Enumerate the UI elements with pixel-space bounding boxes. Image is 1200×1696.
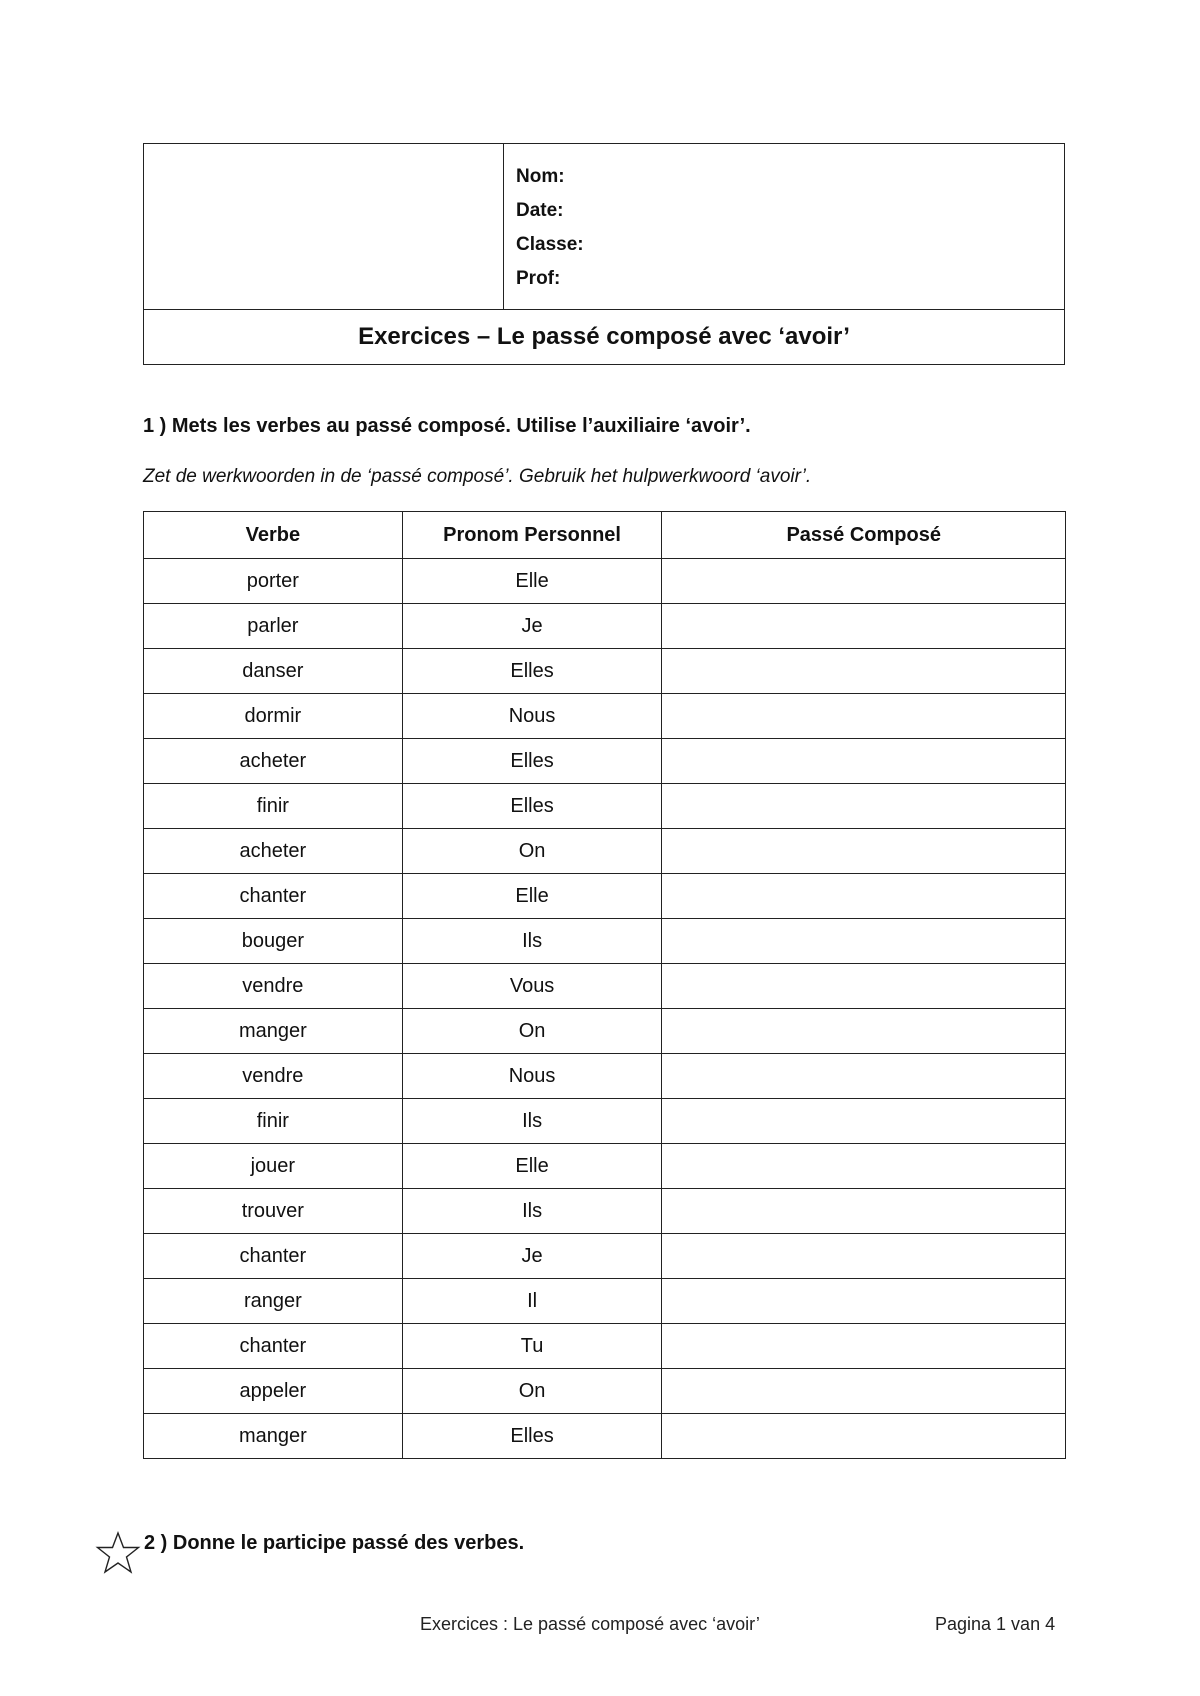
passe-compose-answer-cell[interactable] <box>662 694 1066 739</box>
pronom-cell: Il <box>402 1279 662 1324</box>
footer-document-title: Exercices : Le passé composé avec ‘avoir’ <box>420 1614 760 1634</box>
table-row <box>144 784 1066 829</box>
passe-compose-answer-cell[interactable] <box>662 874 1066 919</box>
passe-compose-answer-cell[interactable] <box>662 1099 1066 1144</box>
verbe-cell: manger <box>144 1414 403 1459</box>
verbe-cell: vendre <box>144 964 403 1009</box>
table-row <box>144 919 1066 964</box>
verbe-cell: chanter <box>144 1324 403 1369</box>
pronom-cell: Elle <box>402 559 662 604</box>
table-row <box>144 1234 1066 1279</box>
table-row <box>144 874 1066 919</box>
passe-compose-answer-cell[interactable] <box>662 1324 1066 1369</box>
worksheet-title: Exercices – Le passé composé avec ‘avoir’ <box>144 309 1064 364</box>
passe-compose-answer-cell[interactable] <box>662 829 1066 874</box>
pronom-cell: Tu <box>402 1324 662 1369</box>
passe-compose-answer-cell[interactable] <box>662 739 1066 784</box>
verbe-cell: acheter <box>144 739 403 784</box>
star-outline-icon <box>95 1530 141 1576</box>
field-nom: Nom: <box>516 166 565 187</box>
verbe-cell: chanter <box>144 874 403 919</box>
pronom-cell: On <box>402 829 662 874</box>
table-row <box>144 1189 1066 1234</box>
passe-compose-answer-cell[interactable] <box>662 604 1066 649</box>
passe-compose-answer-cell[interactable] <box>662 964 1066 1009</box>
verbe-cell: dormir <box>144 694 403 739</box>
verbe-cell: jouer <box>144 1144 403 1189</box>
pronom-cell: Vous <box>402 964 662 1009</box>
verbe-cell: chanter <box>144 1234 403 1279</box>
field-prof: Prof: <box>516 268 561 289</box>
passe-compose-answer-cell[interactable] <box>662 1054 1066 1099</box>
footer-page-number: Pagina 1 van 4 <box>935 1614 1056 1634</box>
verbe-cell: vendre <box>144 1054 403 1099</box>
pronom-cell: Ils <box>402 1189 662 1234</box>
passe-compose-answer-cell[interactable] <box>662 1144 1066 1189</box>
verbe-cell: finir <box>144 1099 403 1144</box>
passe-compose-answer-cell[interactable] <box>662 649 1066 694</box>
verbe-cell: danser <box>144 649 403 694</box>
verbe-cell: appeler <box>144 1369 403 1414</box>
passe-compose-answer-cell[interactable] <box>662 1234 1066 1279</box>
passe-compose-answer-cell[interactable] <box>662 1189 1066 1234</box>
field-date: Date: <box>516 200 564 221</box>
exercise-1-title: 1 ) Mets les verbes au passé composé. Utilise l’auxiliaire ‘avoir’. <box>143 415 751 437</box>
pronom-cell: Ils <box>402 1099 662 1144</box>
table-row <box>144 1054 1066 1099</box>
pronom-cell: Nous <box>402 694 662 739</box>
column-header-passe-compose: Passé Composé <box>662 512 1066 559</box>
pronom-cell: Elles <box>402 649 662 694</box>
pronom-cell: On <box>402 1369 662 1414</box>
column-header-verbe: Verbe <box>144 512 403 559</box>
table-row <box>144 964 1066 1009</box>
table-row <box>144 1324 1066 1369</box>
pronom-cell: Ils <box>402 919 662 964</box>
pronom-cell: Je <box>402 1234 662 1279</box>
passe-compose-answer-cell[interactable] <box>662 1279 1066 1324</box>
pronom-cell: Je <box>402 604 662 649</box>
verbe-cell: parler <box>144 604 403 649</box>
pronom-cell: Elles <box>402 739 662 784</box>
passe-compose-answer-cell[interactable] <box>662 1369 1066 1414</box>
verbe-cell: bouger <box>144 919 403 964</box>
verbe-cell: acheter <box>144 829 403 874</box>
table-header-row <box>144 512 1066 559</box>
exercise-1-subtitle: Zet de werkwoorden in de ‘passé composé’. Gebruik het hulpwerkwoord ‘avoir’. <box>143 466 812 487</box>
table-row <box>144 739 1066 784</box>
verb-table <box>143 511 1066 1459</box>
table-row <box>144 1369 1066 1414</box>
pronom-cell: Nous <box>402 1054 662 1099</box>
table-row <box>144 1144 1066 1189</box>
table-row <box>144 559 1066 604</box>
verbe-cell: porter <box>144 559 403 604</box>
header-box <box>143 143 1065 365</box>
verbe-cell: finir <box>144 784 403 829</box>
verbe-cell: manger <box>144 1009 403 1054</box>
student-info-fields <box>516 160 584 296</box>
column-header-pronom: Pronom Personnel <box>402 512 662 559</box>
table-row <box>144 694 1066 739</box>
passe-compose-answer-cell[interactable] <box>662 1414 1066 1459</box>
passe-compose-answer-cell[interactable] <box>662 784 1066 829</box>
passe-compose-answer-cell[interactable] <box>662 1009 1066 1054</box>
pronom-cell: Elle <box>402 1144 662 1189</box>
exercise-2-title: 2 ) Donne le participe passé des verbes. <box>144 1532 525 1554</box>
verbe-cell: ranger <box>144 1279 403 1324</box>
table-row <box>144 1099 1066 1144</box>
pronom-cell: Elles <box>402 784 662 829</box>
passe-compose-answer-cell[interactable] <box>662 559 1066 604</box>
table-row <box>144 829 1066 874</box>
pronom-cell: Elle <box>402 874 662 919</box>
verb-table-body <box>144 559 1066 1459</box>
verbe-cell: trouver <box>144 1189 403 1234</box>
table-row <box>144 1009 1066 1054</box>
field-classe: Classe: <box>516 234 584 255</box>
table-row <box>144 649 1066 694</box>
pronom-cell: Elles <box>402 1414 662 1459</box>
header-logo-area <box>144 144 504 309</box>
table-row <box>144 1279 1066 1324</box>
table-row <box>144 1414 1066 1459</box>
passe-compose-answer-cell[interactable] <box>662 919 1066 964</box>
table-row <box>144 604 1066 649</box>
pronom-cell: On <box>402 1009 662 1054</box>
